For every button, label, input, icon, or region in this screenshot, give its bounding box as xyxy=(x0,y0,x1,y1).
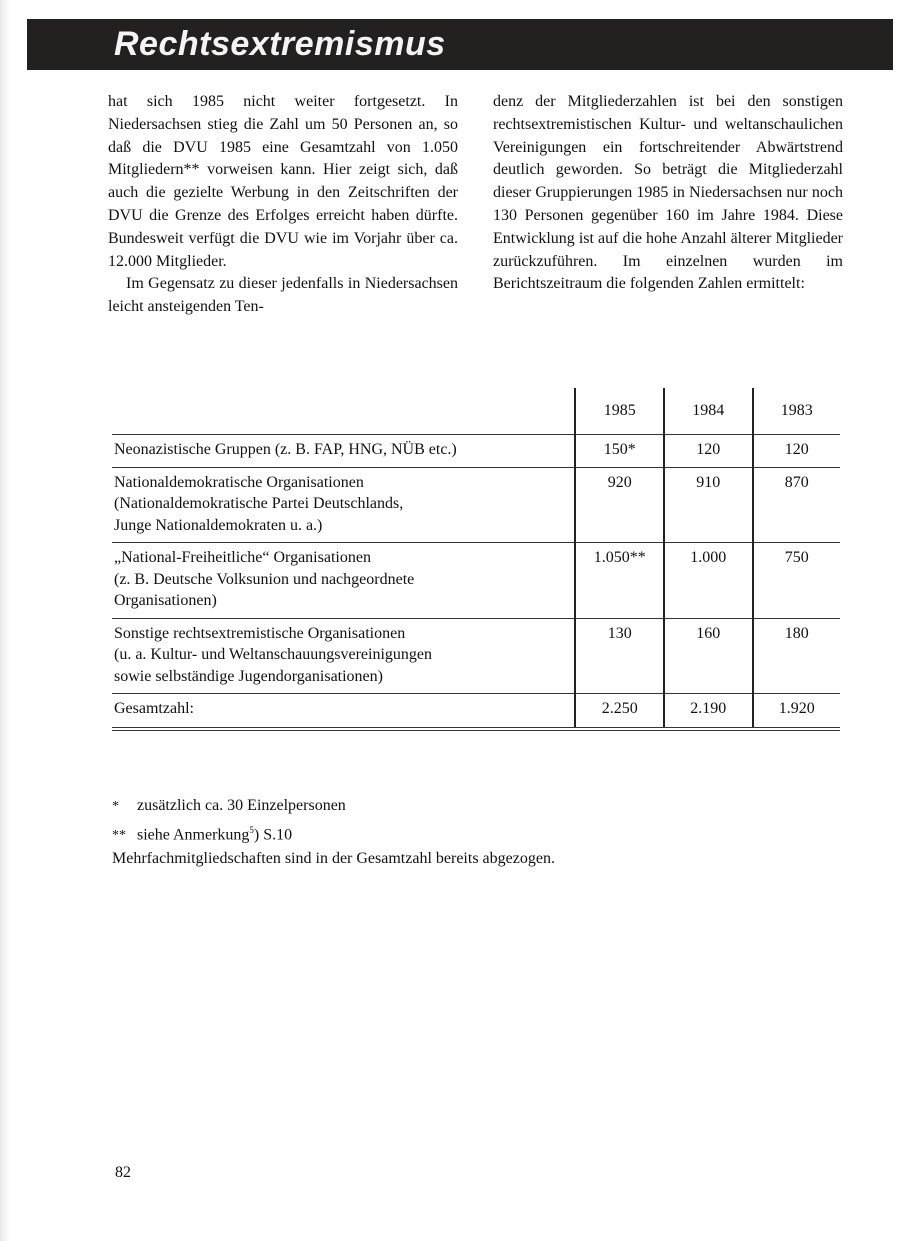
paragraph: Im Gegensatz zu dieser jedenfalls in Niedersachsen leicht ansteigenden Ten- xyxy=(108,275,458,316)
cell-value: 920 xyxy=(575,467,664,543)
row-label-line: Neonazistische Gruppen (z. B. FAP, HNG, NÜB etc.) xyxy=(114,441,457,458)
cell-value: 750 xyxy=(753,543,841,619)
section-title: Rechtsextremismus xyxy=(114,25,446,63)
table-header-row xyxy=(112,388,840,435)
cell-value: 1.000 xyxy=(664,543,752,619)
table-row xyxy=(112,467,840,543)
row-label xyxy=(112,618,575,694)
row-label-line: (z. B. Deutsche Volksunion und nachgeordnete xyxy=(114,570,415,588)
total-label: Gesamtzahl: xyxy=(112,694,575,729)
cell-value: 160 xyxy=(664,618,752,694)
footnote xyxy=(112,819,812,848)
paragraph: denz der Mitgliederzahlen ist bei den sonstigen rechtsextremistischen Kultur- und weltanschaulichen Vereinigungen ein fortschreitender Abwärtstrend deutlich geworden. So beträgt die Mitgliederzahl dieser Gruppierungen 1985 in Niedersachsen nur noch 130 Personen gegenüber 160 im Jahre 1984. Diese Entwicklung ist auf die hohe Anzahl älterer Mitglieder zurückzuführen. Im einzelnen wurden im Berichtszeitraum die folgenden Zahlen ermittelt: xyxy=(493,93,843,293)
row-label-line: (Nationaldemokratische Partei Deutschlands, xyxy=(114,495,404,512)
row-label-line: (u. a. Kultur- und Weltanschauungsvereinigungen xyxy=(114,646,433,663)
cell-value: 130 xyxy=(575,618,664,694)
row-label-line: sowie selbständige Jugendorganisationen) xyxy=(114,667,383,685)
row-label-line: „National-Freiheitliche“ Organisationen xyxy=(114,549,371,566)
row-label xyxy=(112,543,575,619)
footnote-suffix: ) S.10 xyxy=(253,826,293,844)
cell-value: 1.050** xyxy=(575,543,664,619)
footnote xyxy=(112,795,812,819)
year-header: 1984 xyxy=(664,388,752,435)
cell-value: 150* xyxy=(575,435,664,468)
row-label-line: Organisationen) xyxy=(114,592,217,609)
cell-value: 910 xyxy=(664,467,752,543)
year-header: 1985 xyxy=(575,388,664,435)
table-total-row xyxy=(112,694,840,729)
paragraph: hat sich 1985 nicht weiter fortgesetzt. In Niedersachsen stieg die Zahl um 50 Personen an, so daß die DVU 1985 eine Gesamtzahl von 1.050 Mitgliedern** vorweisen kann. Hier zeigt sich, daß auch die gezielte Werbung in den Zeitschriften der DVU die Grenze des Erfolges erreicht haben dürfte. Bundesweit verfügt die DVU wie im Vorjahr über ca. 12.000 Mitglieder. xyxy=(108,93,458,270)
table-row xyxy=(112,543,840,619)
cell-value: 180 xyxy=(753,618,841,694)
page-number: 82 xyxy=(115,1164,131,1181)
footnotes xyxy=(112,795,812,871)
text-column-left xyxy=(108,91,458,319)
footnote-marker: * xyxy=(112,799,119,814)
membership-table xyxy=(112,388,840,731)
total-value: 1.920 xyxy=(753,694,841,729)
footnote-text: siehe Anmerkung xyxy=(137,826,250,844)
cell-value: 870 xyxy=(753,467,841,543)
table-row xyxy=(112,435,840,468)
row-label-line: Sonstige rechtsextremistische Organisationen xyxy=(114,624,406,642)
page-edge-shadow xyxy=(0,0,10,1241)
total-value: 2.250 xyxy=(575,694,664,729)
row-label xyxy=(112,435,575,468)
table-row xyxy=(112,618,840,694)
year-header: 1983 xyxy=(753,388,841,435)
text-column-right xyxy=(493,91,843,296)
footnote-note: Mehrfachmitgliedschaften sind in der Gesamtzahl bereits abgezogen. xyxy=(112,849,555,867)
total-value: 2.190 xyxy=(664,694,752,729)
row-label xyxy=(112,467,575,543)
header-bar xyxy=(27,19,893,70)
cell-value: 120 xyxy=(664,435,752,468)
cell-value: 120 xyxy=(753,435,841,468)
footnote-superscript: 5 xyxy=(249,824,254,835)
row-label-line: Junge Nationaldemokraten u. a.) xyxy=(114,516,323,534)
row-label-line: Nationaldemokratische Organisationen xyxy=(114,473,364,491)
footnote-text: zusätzlich ca. 30 Einzelpersonen xyxy=(137,797,346,814)
footnote-marker: ** xyxy=(112,828,126,844)
table-header-empty xyxy=(112,388,575,435)
